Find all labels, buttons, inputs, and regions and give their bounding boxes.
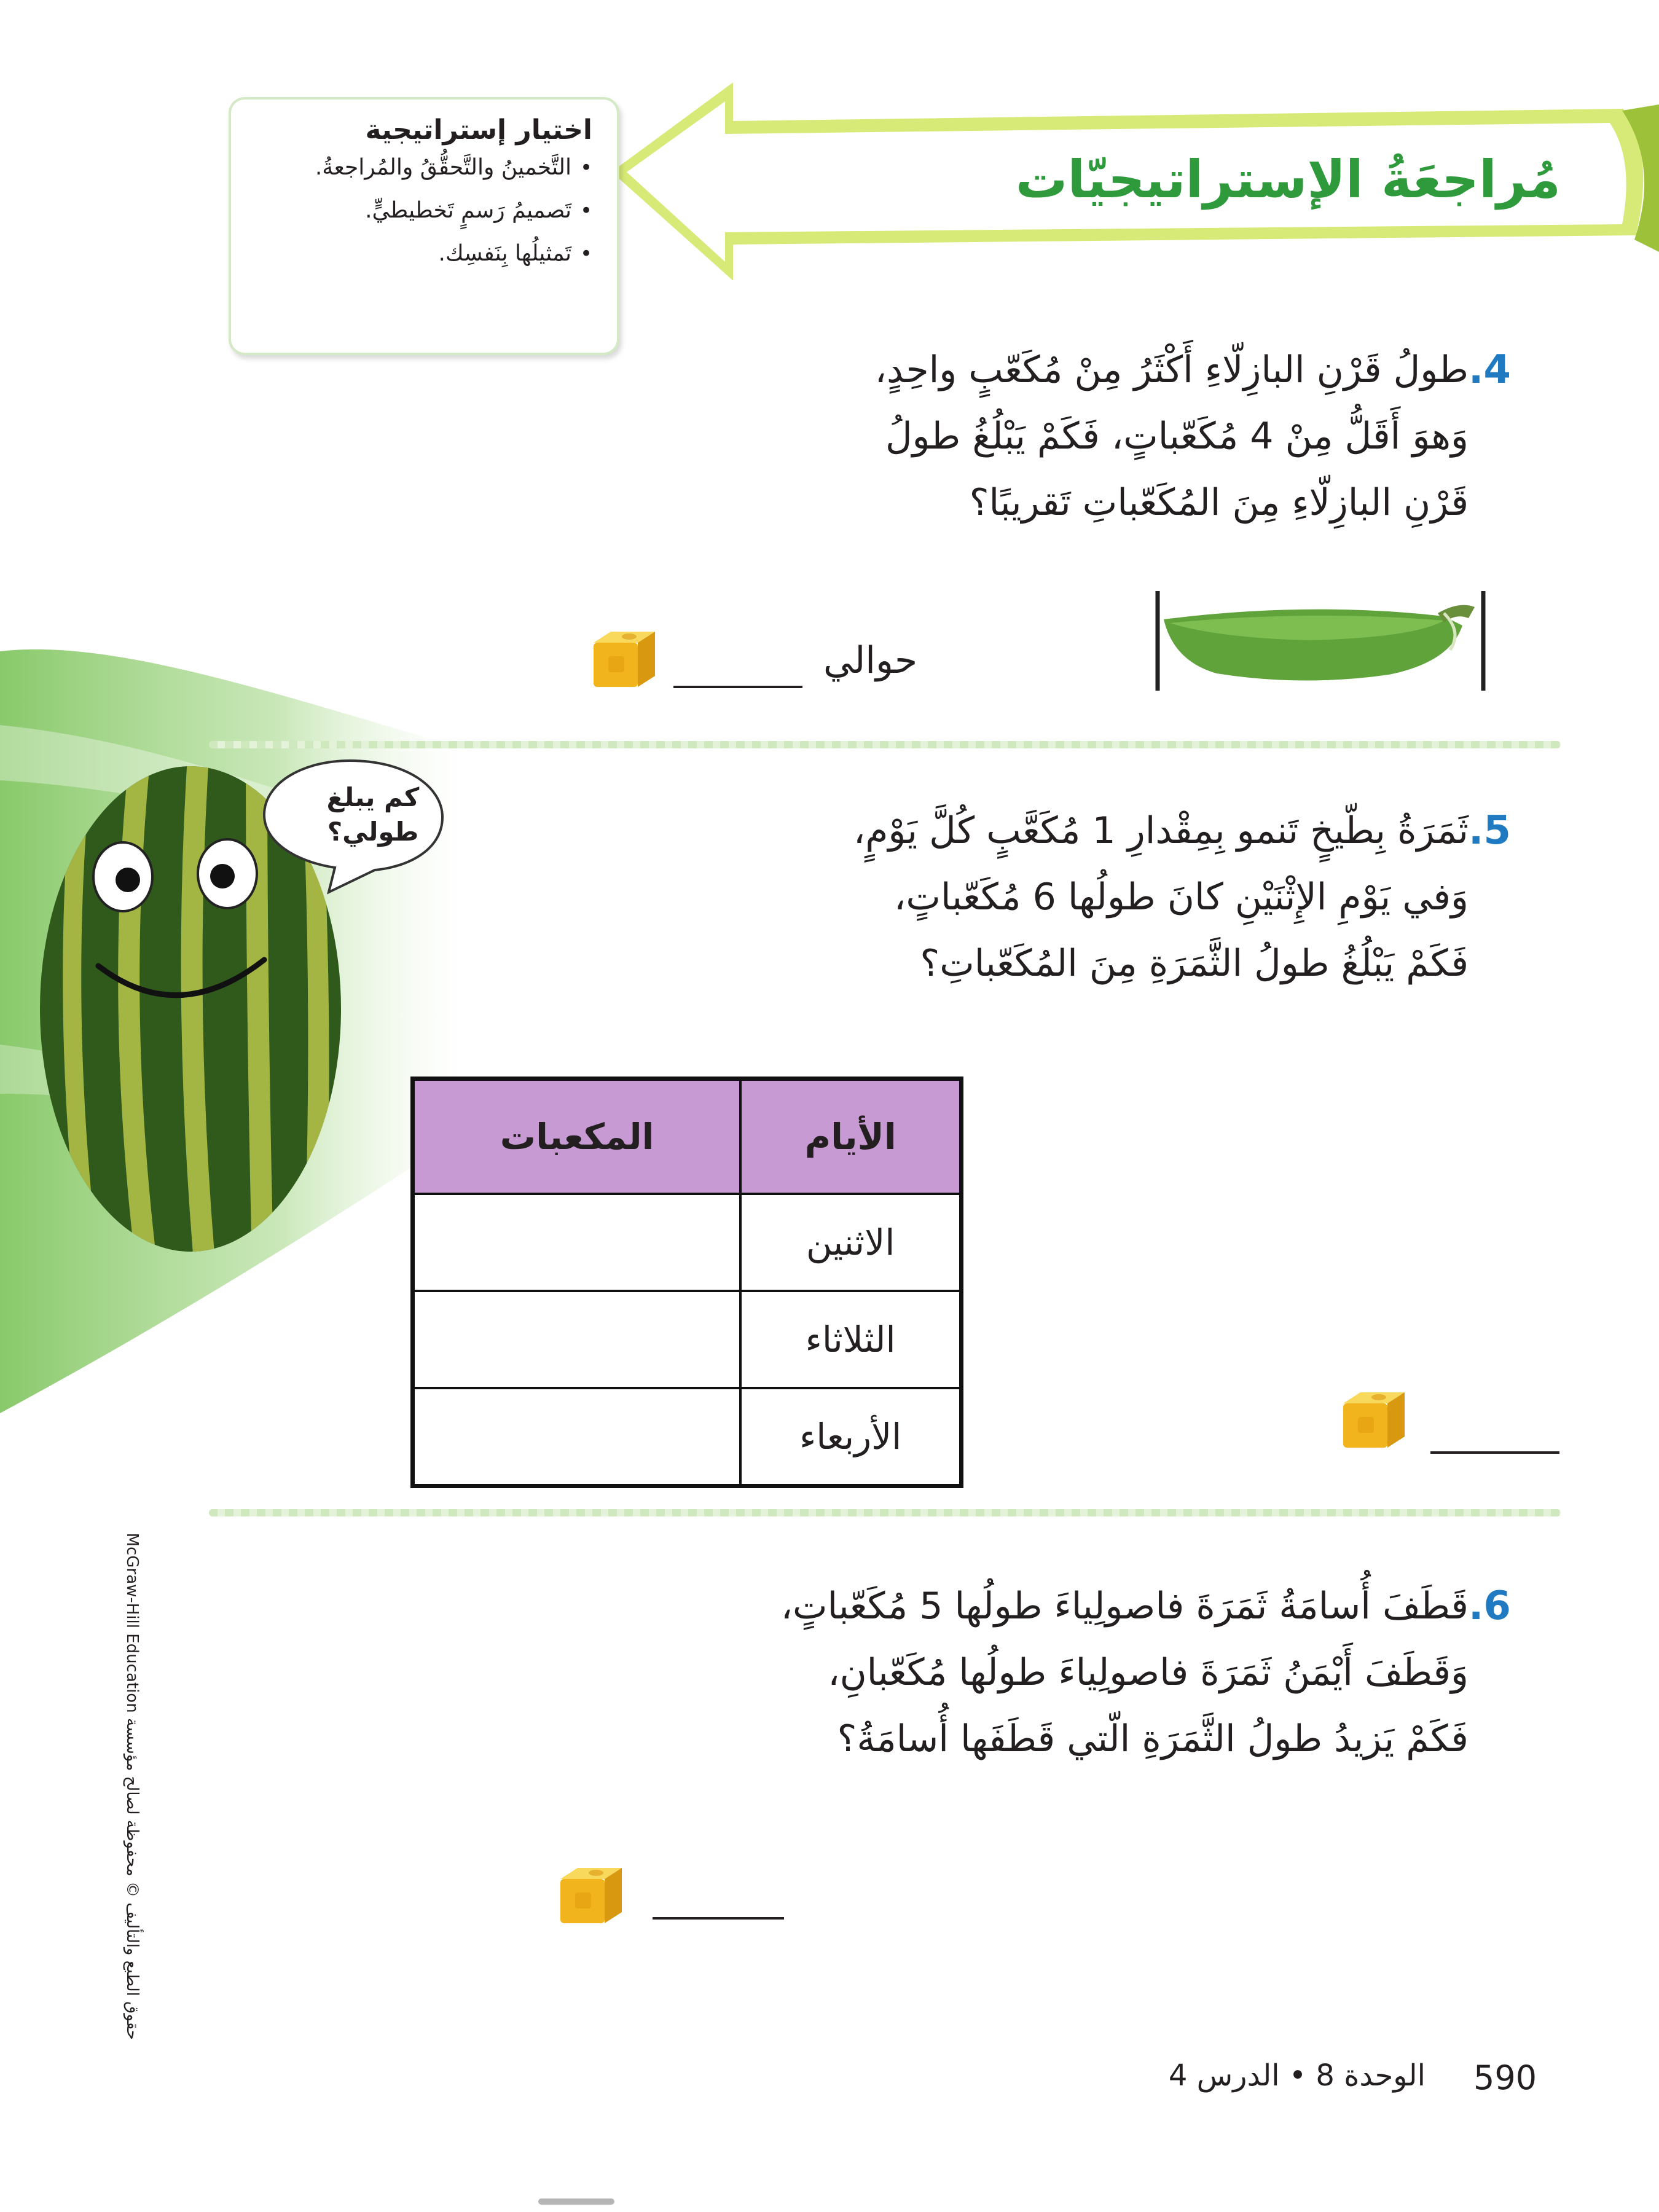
problem-text-line: فَكَمْ يَزيدُ طولُ الثَّمَرَةِ الّتي قَطَفَها أُسامَةُ؟ bbox=[837, 1717, 1469, 1760]
strategy-list bbox=[249, 152, 592, 270]
table-row bbox=[413, 1291, 962, 1388]
strategy-box-title: اختيار إستراتيجية bbox=[365, 114, 592, 146]
problem-4-answer-blank[interactable] bbox=[673, 686, 802, 688]
cube-icon bbox=[557, 1865, 626, 1927]
problem-6-text bbox=[614, 1573, 1469, 1772]
table-row bbox=[413, 1194, 962, 1291]
page-title: مُراجعَةُ الإستراتيجيّات bbox=[1015, 149, 1561, 210]
copyright-text: حقوق الطبع والتأليف © محفوظة لصالح مؤسسة McGraw-Hill Education bbox=[123, 1532, 141, 2040]
table-cell-answer[interactable] bbox=[413, 1194, 741, 1291]
problem-6-number: .6 bbox=[1469, 1583, 1511, 1629]
table-cell-day: الاثنين bbox=[740, 1194, 961, 1291]
strategy-item: • تَصميمُ رَسمٍ تَخطيطيٍّ. bbox=[249, 195, 571, 227]
table-cell-answer[interactable] bbox=[413, 1291, 741, 1388]
table-row bbox=[413, 1388, 962, 1486]
strategy-box bbox=[229, 97, 619, 355]
problem-4-answer-prefix: حوالي bbox=[823, 639, 918, 682]
problem-4-text bbox=[707, 337, 1469, 536]
problem-4-number: .4 bbox=[1469, 347, 1511, 393]
problem-text-line: ثَمَرَةُ بِطّيخٍ تَنمو بِمِقْدارِ 1 مُكَعَّبٍ كُلَّ يَوْمٍ، bbox=[853, 809, 1469, 852]
problem-5-answer-blank[interactable] bbox=[1430, 1451, 1559, 1454]
home-indicator[interactable] bbox=[538, 2198, 614, 2205]
problem-text-line: وَقَطَفَ أَيْمَنُ ثَمَرَةَ فاصولِياءَ طولُها مُكَعّبانِ، bbox=[828, 1651, 1469, 1694]
table-cell-day: الأربعاء bbox=[740, 1388, 961, 1486]
page-number: 590 bbox=[1473, 2058, 1537, 2097]
strategy-item: • التَّخمينُ والتَّحقُّقُ والمُراجعةُ. bbox=[249, 152, 571, 184]
table-cell-day: الثلاثاء bbox=[740, 1291, 961, 1388]
cube-icon bbox=[1339, 1390, 1408, 1451]
lesson-reference: الوحدة 8 • الدرس 4 bbox=[1168, 2058, 1426, 2093]
pea-pod-image bbox=[1155, 589, 1487, 693]
table-header-row bbox=[413, 1079, 962, 1194]
problem-6-answer-blank[interactable] bbox=[653, 1917, 784, 1920]
problem-text-line: وَفي يَوْمِ الإِثْنَيْنِ كانَ طولُها 6 مُكَعّباتٍ، bbox=[894, 876, 1469, 919]
section-divider bbox=[209, 741, 1561, 748]
problem-text-line: قَرْنِ البازِلّاءِ مِنَ المُكَعّباتِ تَقريبًا؟ bbox=[969, 481, 1469, 524]
cube-icon bbox=[590, 629, 659, 691]
problem-text-line: فَكَمْ يَبْلُغُ طولُ الثَّمَرَةِ مِنَ المُكَعّباتِ؟ bbox=[920, 942, 1469, 985]
speech-bubble-text: كم يبلغ طولي؟ bbox=[326, 782, 420, 847]
problem-text-line: قَطَفَ أُسامَةُ ثَمَرَةَ فاصولِياءَ طولُها 5 مُكَعّباتٍ، bbox=[780, 1585, 1469, 1628]
section-divider bbox=[209, 1509, 1561, 1516]
problem-5-text bbox=[707, 798, 1469, 997]
data-table bbox=[410, 1077, 963, 1488]
problem-text-line: طولُ قَرْنِ البازِلّاءِ أَكْثَرُ مِنْ مُكَعّبٍ واحِدٍ، bbox=[874, 348, 1469, 391]
table-cell-answer[interactable] bbox=[413, 1388, 741, 1486]
strategy-item: • تَمثيلُها بِنَفسِك. bbox=[249, 238, 571, 270]
problem-text-line: وَهوَ أَقَلُّ مِنْ 4 مُكَعّباتٍ، فَكَمْ يَبْلُغُ طولُ bbox=[885, 415, 1469, 458]
table-header-cubes: المكعبات bbox=[413, 1079, 741, 1194]
problem-5-number: .5 bbox=[1469, 808, 1511, 853]
table-header-days: الأيام bbox=[740, 1079, 961, 1194]
